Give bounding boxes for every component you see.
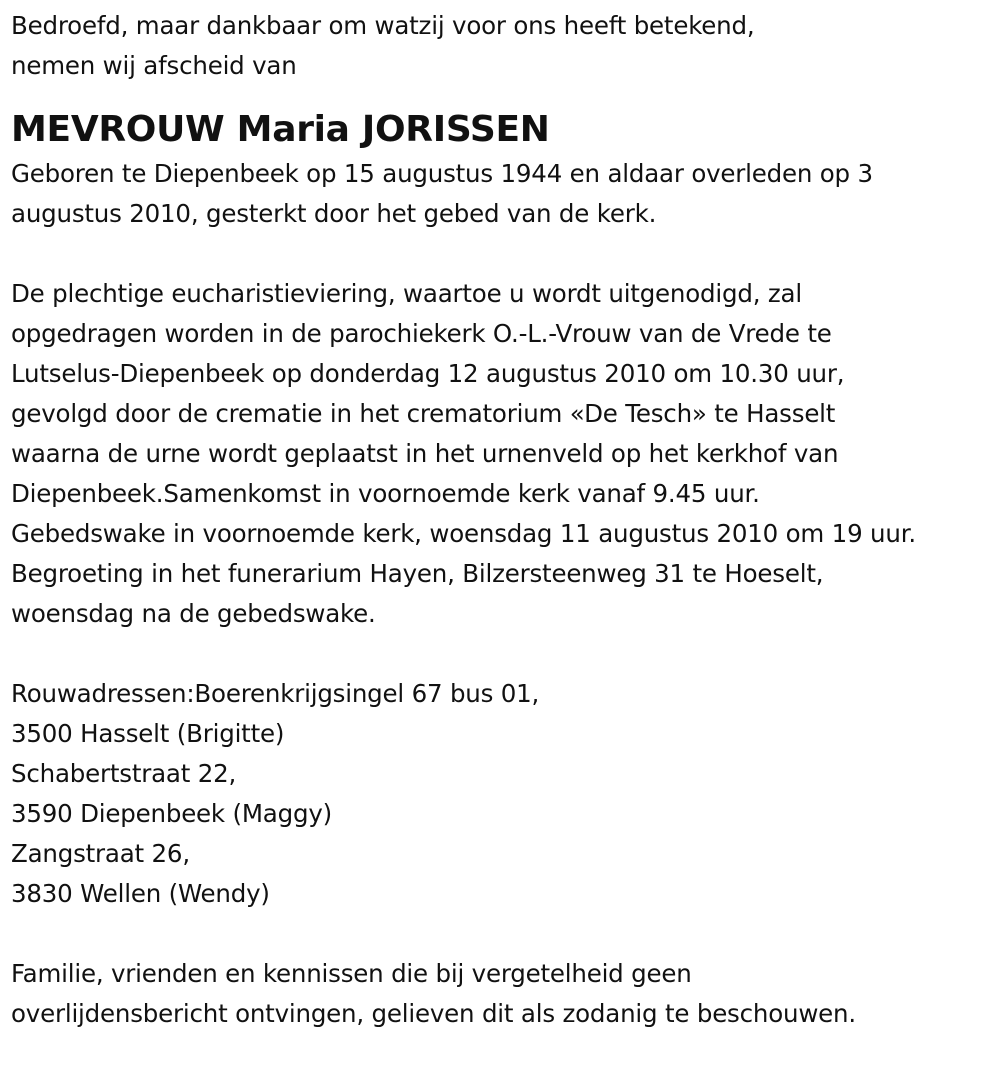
intro-line: Bedroefd, maar dankbaar om watzij voor ons heeft betekend,: [11, 11, 755, 40]
birth-line: augustus 2010, gesterkt door het gebed van de kerk.: [11, 199, 657, 228]
spacer: [11, 634, 996, 674]
intro-paragraph: [11, 6, 996, 86]
closing-line: overlijdensbericht ontvingen, gelieven dit als zodanig te beschouwen.: [11, 999, 856, 1028]
address-line: Rouwadressen:Boerenkrijgsingel 67 bus 01,: [11, 679, 540, 708]
ceremony-line: Gebedswake in voornoemde kerk, woensdag 11 augustus 2010 om 19 uur.: [11, 519, 916, 548]
ceremony-line: waarna de urne wordt geplaatst in het urnenveld op het kerkhof van: [11, 439, 839, 468]
address-line: 3830 Wellen (Wendy): [11, 879, 270, 908]
address-line: 3590 Diepenbeek (Maggy): [11, 799, 332, 828]
deceased-name: MEVROUW Maria JORISSEN: [11, 109, 550, 150]
address-line: Schabertstraat 22,: [11, 759, 237, 788]
closing-paragraph: [11, 954, 996, 1034]
ceremony-line: woensdag na de gebedswake.: [11, 599, 376, 628]
address-line: 3500 Hasselt (Brigitte): [11, 719, 285, 748]
ceremony-line: Lutselus-Diepenbeek op donderdag 12 augustus 2010 om 10.30 uur,: [11, 359, 845, 388]
birth-line: Geboren te Diepenbeek op 15 augustus 1944 en aldaar overleden op 3: [11, 159, 873, 188]
closing-line: Familie, vrienden en kennissen die bij vergetelheid geen: [11, 959, 692, 988]
addresses-paragraph: [11, 674, 996, 914]
ceremony-line: Begroeting in het funerarium Hayen, Bilzersteenweg 31 te Hoeselt,: [11, 559, 824, 588]
address-line: Zangstraat 26,: [11, 839, 190, 868]
intro-line: nemen wij afscheid van: [11, 51, 297, 80]
ceremony-line: opgedragen worden in de parochiekerk O.-L.-Vrouw van de Vrede te: [11, 319, 832, 348]
ceremony-line: De plechtige eucharistieviering, waartoe u wordt uitgenodigd, zal: [11, 279, 802, 308]
spacer: [11, 234, 996, 274]
ceremony-line: gevolgd door de crematie in het crematorium «De Tesch» te Hasselt: [11, 399, 836, 428]
birth-paragraph: [11, 154, 996, 234]
obituary-notice: [11, 0, 996, 1034]
ceremony-line: Diepenbeek.Samenkomst in voornoemde kerk vanaf 9.45 uur.: [11, 479, 760, 508]
spacer: [11, 914, 996, 954]
ceremony-paragraph: [11, 274, 996, 634]
